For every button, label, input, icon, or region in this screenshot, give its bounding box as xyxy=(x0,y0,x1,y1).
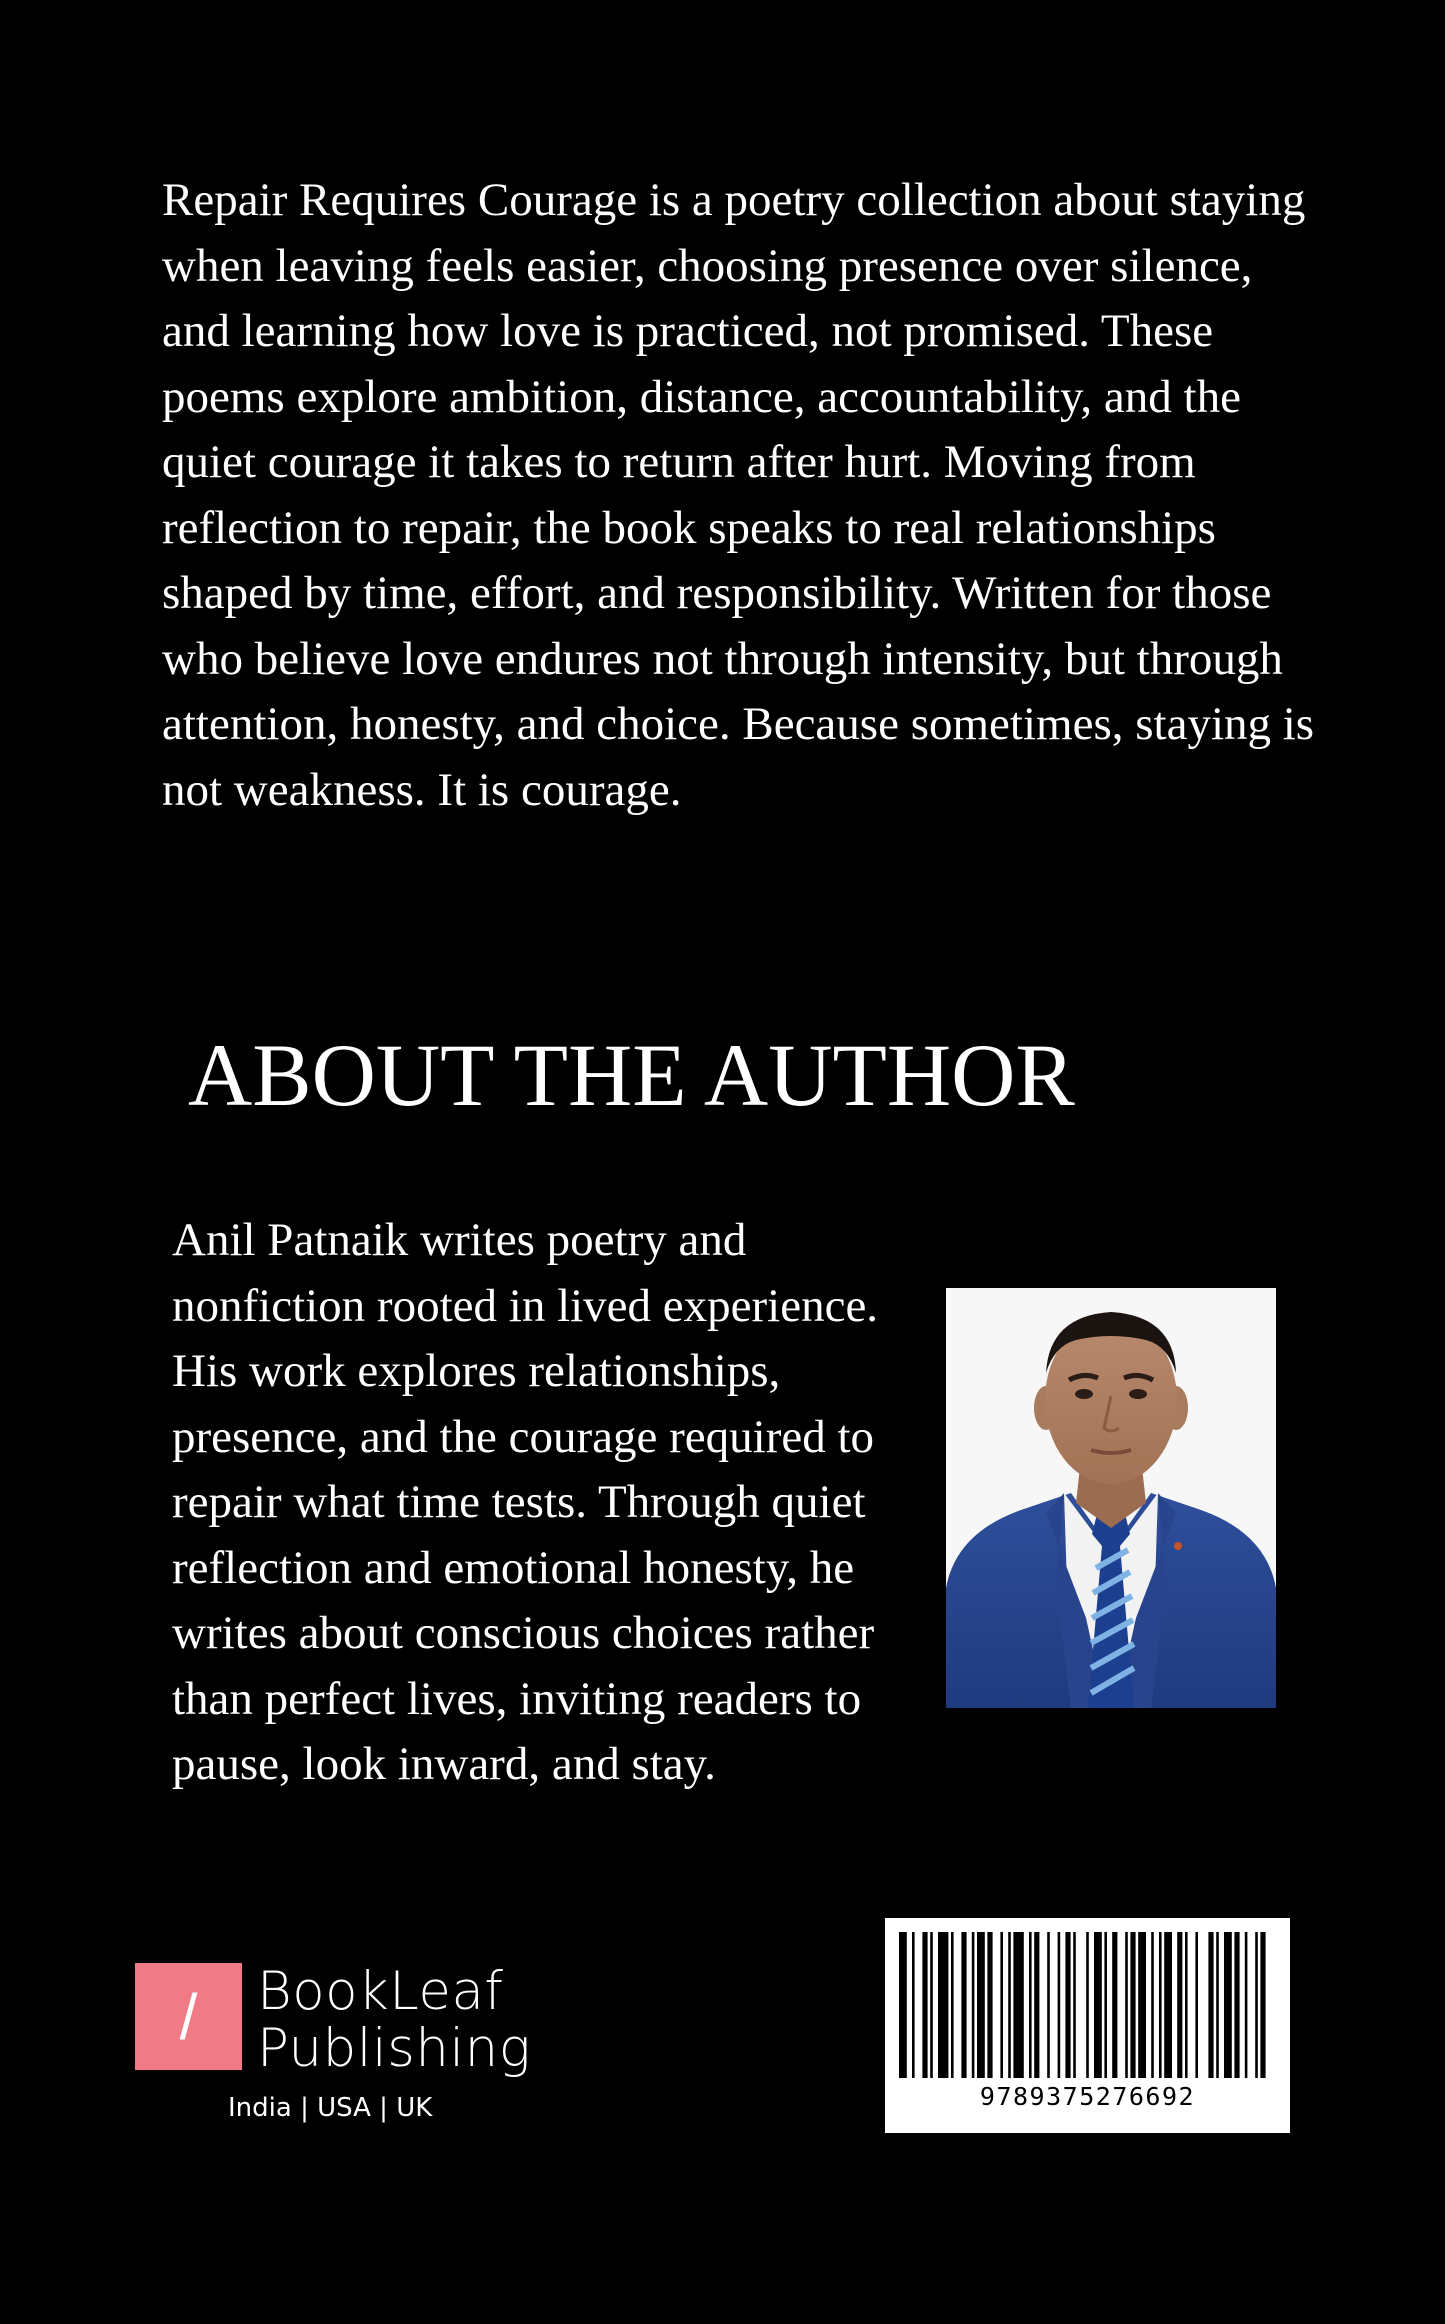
isbn-number: 9789375276692 xyxy=(979,2082,1196,2111)
barcode-bar xyxy=(1164,1932,1172,2078)
isbn-barcode xyxy=(885,1918,1290,2133)
barcode-bar xyxy=(1224,1932,1232,2078)
publisher-logo xyxy=(135,1963,555,2133)
barcode-bar xyxy=(1130,1932,1135,2078)
barcode-bars xyxy=(897,1932,1275,2078)
barcode-bar xyxy=(912,1932,915,2078)
barcode-bar xyxy=(1125,1932,1128,2078)
barcode-bar xyxy=(922,1932,927,2078)
barcode-bar xyxy=(1151,1932,1154,2078)
barcode-bar xyxy=(1065,1932,1070,2078)
book-blurb: Repair Requires Courage is a poetry collection about staying when leaving feels easier, choosing presence over silence, and learning how love is practiced, not promised. These poems explore ambition, distance, accountability, and the quiet courage it takes to return after hurt. Moving from reflection to repair, the book speaks to real relationships shaped by time, effort, and responsibility. Written for those who believe love endures not through intensity, but through attention, honesty, and choice. Because sometimes, staying is not weakness. It is courage. xyxy=(162,174,1315,816)
barcode-bar xyxy=(1112,1932,1117,2078)
barcode-bar xyxy=(1029,1932,1032,2078)
barcode-bar xyxy=(1245,1932,1248,2078)
barcode-bar xyxy=(1094,1932,1102,2078)
barcode-bar xyxy=(1104,1932,1107,2078)
barcode-bar xyxy=(961,1932,966,2078)
barcode-bar xyxy=(938,1932,948,2078)
barcode-bar xyxy=(951,1932,954,2078)
publisher-name-line1: BookLeaf xyxy=(257,1961,504,2022)
barcode-bar xyxy=(1208,1932,1213,2078)
publisher-name-line2: Publishing xyxy=(257,2018,532,2079)
barcode-bar xyxy=(1073,1932,1076,2078)
barcode-bar xyxy=(1034,1932,1039,2078)
about-author-heading: ABOUT THE AUTHOR xyxy=(188,1027,1075,1125)
barcode-bar xyxy=(1008,1932,1011,2078)
publisher-name xyxy=(257,1963,531,2077)
slash-icon: / xyxy=(179,1980,198,2053)
barcode-bar xyxy=(1138,1932,1146,2078)
barcode-bar xyxy=(1047,1932,1050,2078)
barcode-bar xyxy=(1185,1932,1188,2078)
publisher-logo-mark xyxy=(135,1963,242,2070)
barcode-bar xyxy=(1159,1932,1162,2078)
barcode-bar xyxy=(1234,1932,1239,2078)
author-photo xyxy=(946,1288,1276,1708)
barcode-bar xyxy=(1195,1932,1198,2078)
barcode-bar xyxy=(899,1932,907,2078)
barcode-bar xyxy=(1216,1932,1219,2078)
barcode-bar xyxy=(1177,1932,1182,2078)
author-portrait-icon xyxy=(946,1288,1276,1708)
barcode-bar xyxy=(972,1932,975,2078)
barcode-bar xyxy=(1058,1932,1061,2078)
barcode-bar xyxy=(1013,1932,1023,2078)
barcode-bar xyxy=(930,1932,933,2078)
barcode-bar xyxy=(1255,1932,1258,2078)
barcode-bar xyxy=(977,1932,985,2078)
barcode-bar xyxy=(1260,1932,1265,2078)
barcode-bar xyxy=(987,1932,992,2078)
barcode-bar xyxy=(1086,1932,1089,2078)
publisher-countries: India | USA | UK xyxy=(228,2093,433,2123)
barcode-bar xyxy=(1000,1932,1003,2078)
author-bio: Anil Patnaik writes poetry and nonfiction rooted in lived experience. His work explores relationships, presence, and the courage required to repair what time tests. Through quiet reflection and emotional honesty, he writes about conscious choices rather than perfect lives, inviting readers to pause, look inward, and stay. xyxy=(172,1214,879,1790)
